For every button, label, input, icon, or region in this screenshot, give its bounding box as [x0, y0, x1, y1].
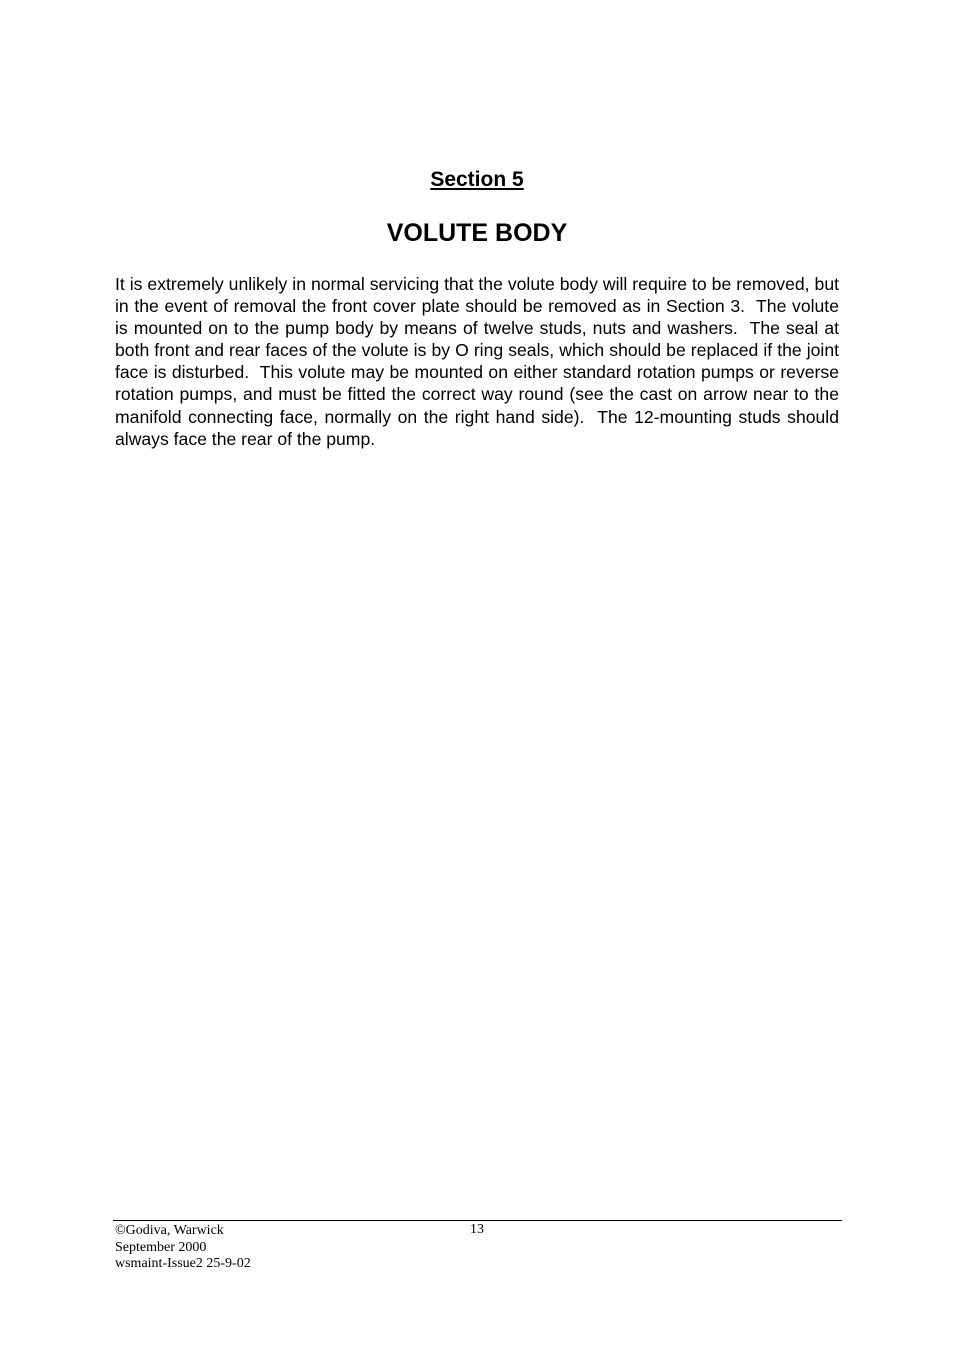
footer-date: September 2000: [115, 1239, 207, 1255]
section-number-heading: Section 5: [430, 168, 524, 191]
page-number: 13: [470, 1222, 484, 1237]
footer-document-ref: wsmaint-Issue2 25-9-02: [115, 1256, 251, 1271]
footer-copyright: ©Godiva, Warwick: [115, 1223, 224, 1238]
body-paragraph: It is extremely unlikely in normal servicing that the volute body will require to be removed, but in the event of removal the front cover plate should be removed as in Section 3. The volute is mounted on to the pump body by means of twelve studs, nuts and washers. The seal at both front and rear faces of the volute is by O ring seals, which should be replaced if the joint face is disturbed. This volute may be mounted on either standard rotation pumps or reverse rotation pumps, and must be fitted the correct way round (see the cast on arrow near to the manifold connecting face, normally on the right hand side). The 12-mounting studs should always face the rear of the pump.: [115, 274, 844, 449]
section-title: VOLUTE BODY: [386, 219, 568, 247]
